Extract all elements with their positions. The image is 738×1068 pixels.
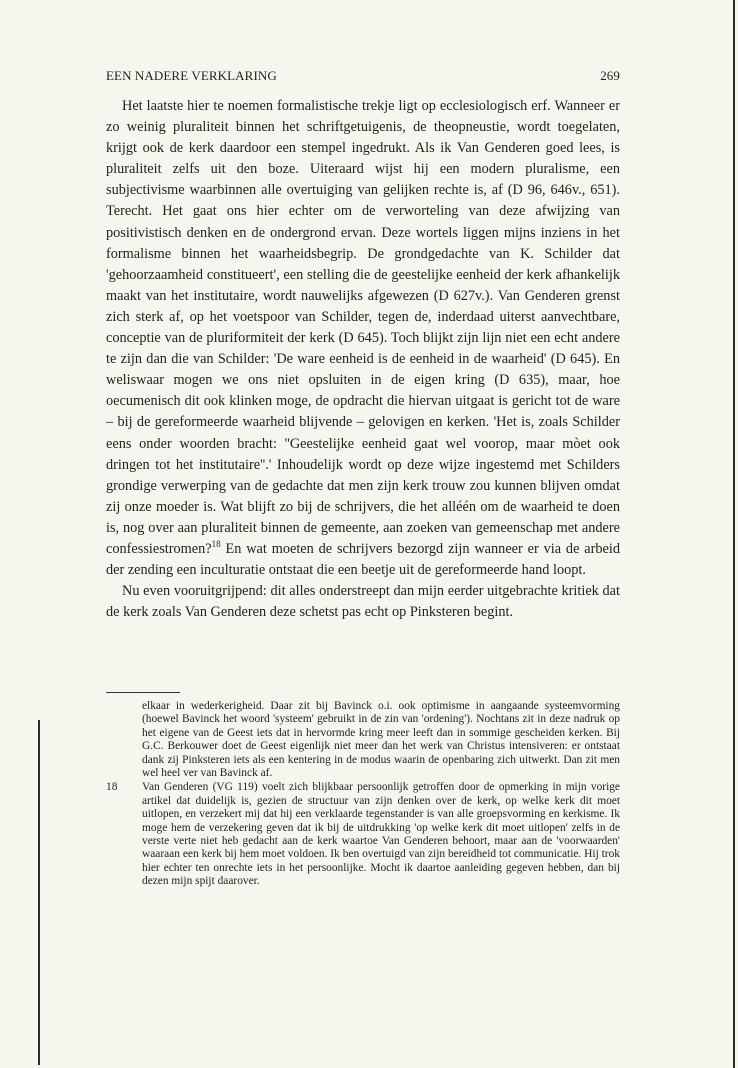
paragraph-text: Nu even vooruitgrijpend: dit alles onderstreept dan mijn eerder uitgebrachte kritiek dat de kerk zoals Van Genderen deze schetst pas echt op Pinksteren begint.	[106, 583, 620, 621]
paragraph-text: Het laatste hier te noemen formalistische trekje ligt op ecclesiologisch erf. Wanneer er zo weinig pluraliteit binnen het schriftgetuigenis, de theopneustie, wordt toegelaten, krijgt ook de kerk daardoor een stempel ingedrukt. Als ik Van Genderen goed lees, is pluraliteit zelfs uit den boze. Uiteraard wijst hij een modern pluralisme, een subjectivisme waarbinnen alle overtuiging van gelijken rechte is, af (D 96, 646v., 651). Terecht. Het gaat ons hier echter om de verworteling van deze afwijzing van positivistisch denken en de ondergrond ervan. Deze wortels liggen mijns inziens in het formalisme binnen het waarheidsbegrip. De grondgedachte van K. Schilder dat 'gehoorzaamheid constitueert', een stelling die de geestelijke eenheid der kerk afhankelijk maakt van het institutaire, wordt nauwelijks afgewezen (D 627v.). Van Genderen grenst zich sterk af, op het voetspoor van Schilder, tegen de, inderdaad uiterst aanvechtbare, conceptie van de pluriformiteit der kerk (D 645). Toch blijkt zijn lijn niet een echt andere te zijn dan die van Schilder: 'De ware eenheid is de eenheid in de waarheid' (D 645). En weliswaar mogen we ons niet opsluiten in de eigen kring (D 635), maar, hoe oecumenisch dit ook klinken moge, de opdracht die hiervan uitgaat is gericht tot de ware – bij de gereformeerde waarheid blijvende – gelovigen en kerken. 'Het is, zoals Schilder eens onder woorden bracht: ''Geestelijke eenheid gaat wel voorop, maar mòet ook dringen tot het institutaire''.' Inhoudelijk wordt op deze wijze ingestemd met Schilders grondige verwerping van de gedachte dat men zijn kerk trouw zou kunnen blijven omdat zij onze moeder is. Wat blijft zo bij de schrijvers, die het alléén om de waarheid te doen is, nog over aan pluraliteit binnen de gemeente, aan zoeken van gemeenschap met andere confessiestromen?	[106, 98, 620, 557]
footnote	[106, 781, 620, 888]
page-edge-right	[733, 0, 735, 1068]
running-title: EEN NADERE VERKLARING	[106, 68, 277, 83]
footnote	[106, 700, 620, 780]
footnote-number: 18	[106, 781, 118, 794]
footnotes	[106, 700, 620, 889]
page-edge-left	[38, 720, 40, 1065]
footnote-text: Van Genderen (VG 119) voelt zich blijkbaar persoonlijk getroffen door de opmerking in mijn vorige artikel dat duidelijk is, gezien de structuur van zijn denken over de kerk, op welke kerk dit moet uitlopen, en verzekert mij dat hij een verklaarde tegenstander is van alle groepsvorming en kerkisme. Ik moge hem de verzekering geven dat ik bij de uitdrukking 'op welke kerk dit moet uitlopen' zelfs in de verste verte niet heb gedacht aan de kerk waartoe Van Genderen behoort, maar aan de 'voorwaarden' waaraan een kerk bij hem moet voldoen. Ik ben overtuigd van zijn bereidheid tot communicatie. Hij trok hier echter ten onrechte iets in het persoonlijke. Mocht ik daartoe aanleiding gegeven hebben, dan bij dezen mijn spijt daarover.	[142, 781, 620, 888]
footnote-reference: 18	[211, 539, 221, 550]
paragraph-text-continued: En wat moeten de schrijvers bezorgd zijn wanneer er via de arbeid der zending een inculturatie ontstaat die een beetje uit de gereformeerde hand loopt.	[106, 540, 620, 579]
body-text	[106, 96, 620, 623]
paragraph	[106, 581, 620, 623]
page-number: 269	[600, 68, 620, 83]
running-header	[106, 68, 620, 84]
paragraph	[106, 96, 620, 581]
footnote-text: elkaar in wederkerigheid. Daar zit bij Bavinck o.i. ook optimisme in aangaande systeemvorming (hoewel Bavinck het woord 'systeem' gebruikt in de zin van 'ordening'). Nochtans zit in deze nadruk op het eigene van de Geest iets dat in hervormde kring meer leeft dan in sommige gescheiden kerken. Bij G.C. Berkouwer doet de Geest eigenlijk niet meer dan het werk van Christus intensiveren: er ontstaat dank zij Pinksteren iets als een kentering in de modus waarin de openbaring zich uitwerkt. Dan zit men wel heel ver van Bavinck af.	[142, 700, 620, 780]
footnote-separator	[106, 692, 180, 693]
